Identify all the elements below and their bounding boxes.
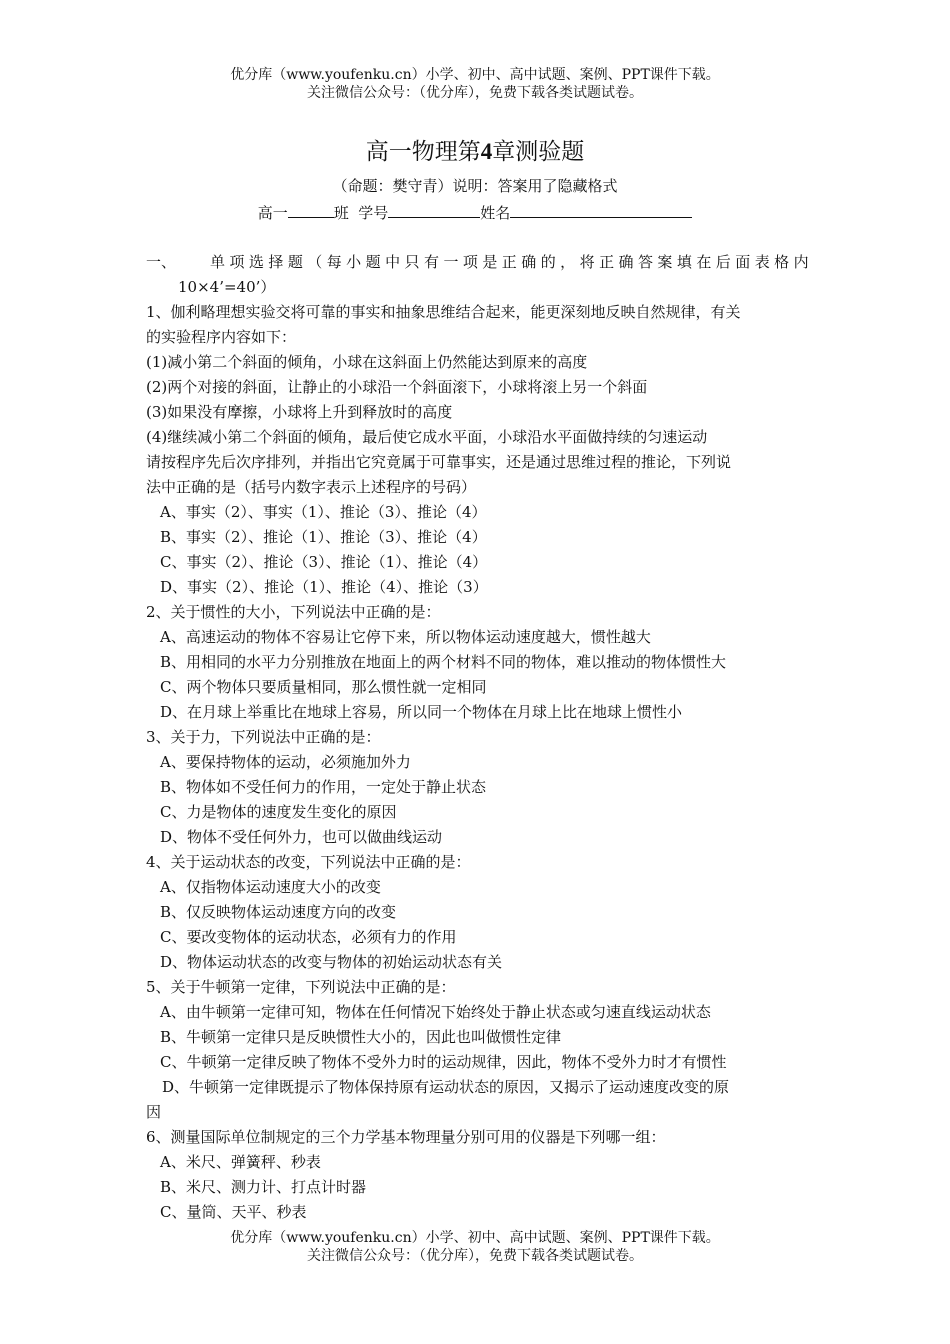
section-heading-char: 题 [287,253,303,271]
answer-option: D、物体运动状态的改变与物体的初始运动状态有关 [160,953,503,971]
answer-option: B、用相同的水平力分别推放在地面上的两个材料不同的物体，难以推动的物体惯性大 [160,653,727,671]
question-stem-line: (1)减小第二个斜面的倾角，小球在这斜面上仍然能达到原来的高度 [146,353,588,371]
header-line-1: 优分库（www.youfenku.cn）小学、初中、高中试题、案例、PPT课件下载。 [230,67,720,83]
section-heading-char: 中 [385,253,401,271]
subtitle: （命题：樊守青）说明：答案用了隐藏格式 [332,177,618,195]
answer-option: A、仅指物体运动速度大小的改变 [160,878,381,896]
answer-option: D、物体不受任何外力，也可以做曲线运动 [160,828,443,846]
answer-option: B、物体如不受任何力的作用，一定处于静止状态 [160,778,487,796]
question-3 [146,725,809,850]
title-suffix: 章测验题 [492,139,585,165]
answer-option: B、仅反映物体运动速度方向的改变 [160,903,397,921]
answer-option: C、牛顿第一定律反映了物体不受外力时的运动规律，因此，物体不受外力时才有惯性 [160,1053,727,1071]
section-heading-text [210,250,809,275]
section-heading-char: 将 [579,253,595,271]
question-stem-line: (2)两个对接的斜面，让静止的小球沿一个斜面滚下，小球将滚上另一个斜面 [146,378,648,396]
section-heading-char: 有 [423,253,439,271]
answer-option: D、事实（2）、推论（1）、推论（4）、推论（3） [160,578,488,596]
section-number: 一、 [146,253,177,271]
section-heading-char: 表 [754,253,770,271]
answer-option: A、要保持物体的运动，必须施加外力 [160,753,411,771]
section-heading-char: 在 [696,253,712,271]
section-heading-char: 后 [715,253,731,271]
answer-option: A、由牛顿第一定律可知，物体在任何情况下始终处于静止状态或匀速直线运动状态 [160,1003,711,1021]
section-heading-char: （ [307,253,323,271]
answer-option: A、米尺、弹簧秤、秒表 [160,1153,321,1171]
name-label: 姓名 [480,204,511,222]
page-header [0,66,950,102]
document-title [0,133,950,166]
answer-option: C、量筒、天平、秒表 [160,1203,307,1221]
answer-option: C、要改变物体的运动状态，必须有力的作用 [160,928,457,946]
student-id-blank[interactable] [388,203,480,218]
grade-label: 高一 [257,204,288,222]
question-list [146,300,809,1225]
footer-line-2: 关注微信公众号：（优分库），免费下载各类试题试卷。 [307,1248,643,1264]
question-stem-line: 5、关于牛顿第一定律，下列说法中正确的是： [146,978,456,996]
answer-option: D、牛顿第一定律既提示了物体保持原有运动状态的原因，又揭示了运动速度改变的原 [162,1078,730,1096]
question-stem-line: (3)如果没有摩擦，小球将上升到释放时的高度 [146,403,453,421]
answer-option: B、米尺、测力计、打点计时器 [160,1178,367,1196]
section-heading-char: 答 [637,253,653,271]
section-heading-char: 小 [346,253,362,271]
section-heading-char: 案 [657,253,673,271]
name-blank[interactable] [510,203,692,218]
section-heading-char: ， [560,253,576,271]
answer-option: C、两个物体只要质量相同，那么惯性就一定相同 [160,678,487,696]
footer-line-1: 优分库（www.youfenku.cn）小学、初中、高中试题、案例、PPT课件下载。 [230,1230,720,1246]
section-heading-char: 项 [229,253,245,271]
section-heading-char: 一 [443,253,459,271]
section-heading-char: 每 [326,253,342,271]
answer-option: C、事实（2）、推论（3）、推论（1）、推论（4） [160,553,488,571]
section-heading [146,250,809,275]
section-heading-char: 项 [462,253,478,271]
section-heading-char: 正 [599,253,615,271]
answer-option: A、高速运动的物体不容易让它停下来，所以物体运动速度越大，惯性越大 [160,628,651,646]
section-heading-char: 填 [676,253,692,271]
section-heading-char: 是 [482,253,498,271]
question-stem-line: 3、关于力，下列说法中正确的是： [146,728,381,746]
header-line-2: 关注微信公众号：（优分库），免费下载各类试题试卷。 [307,85,643,101]
section-heading-char: 确 [618,253,634,271]
question-stem-line: 1、伽利略理想实验交将可靠的事实和抽象思维结合起来，能更深刻地反映自然规律，有关 [146,303,741,321]
student-info-line [0,202,950,223]
answer-option-cont: 因 [146,1103,162,1121]
section-heading-char: 题 [365,253,381,271]
section-heading-char: 内 [793,253,809,271]
answer-option: D、在月球上举重比在地球上容易，所以同一个物体在月球上比在地球上惯性小 [160,703,683,721]
question-4 [146,850,809,975]
question-stem-line: 请按程序先后次序排列，并指出它究竟属于可靠事实，还是通过思维过程的推论，下列说 [146,453,732,471]
section-heading-char: 只 [404,253,420,271]
answer-option: B、事实（2）、推论（1）、推论（3）、推论（4） [160,528,487,546]
title-prefix: 高一物理第 [365,139,481,165]
section-heading-char: 的 [540,253,556,271]
question-stem-line: 4、关于运动状态的改变，下列说法中正确的是： [146,853,471,871]
page-footer [0,1229,950,1265]
question-6 [146,1125,809,1225]
title-chapter-number: 4 [480,139,493,164]
question-stem-line: 法中正确的是（括号内数字表示上述程序的号码） [146,478,477,496]
section-heading-char: 选 [248,253,264,271]
question-stem-line: (4)继续减小第二个斜面的倾角，最后使它成水平面，小球沿水平面做持续的匀速运动 [146,428,708,446]
answer-option: C、力是物体的速度发生变化的原因 [160,803,397,821]
question-1 [146,300,809,600]
class-id-label: 班 学号 [333,204,389,222]
section-heading-char: 确 [521,253,537,271]
section-heading-char: 面 [735,253,751,271]
section-heading-char: 单 [210,253,226,271]
section-heading-char: 正 [501,253,517,271]
class-blank[interactable] [288,203,334,218]
answer-option: B、牛顿第一定律只是反映惯性大小的，因此也叫做惯性定律 [160,1028,562,1046]
question-stem-line: 的实验程序内容如下： [146,328,297,346]
question-body [146,250,809,1225]
question-2 [146,600,809,725]
question-stem-line: 2、关于惯性的大小，下列说法中正确的是： [146,603,441,621]
question-5 [146,975,809,1125]
section-heading-char: 格 [774,253,790,271]
section-heading-char: 择 [268,253,284,271]
section-heading-cont: 10×4’=40’） [178,278,276,296]
answer-option: A、事实（2）、事实（1）、推论（3）、推论（4） [160,503,487,521]
question-stem-line: 6、测量国际单位制规定的三个力学基本物理量分别可用的仪器是下列哪一组： [146,1128,666,1146]
